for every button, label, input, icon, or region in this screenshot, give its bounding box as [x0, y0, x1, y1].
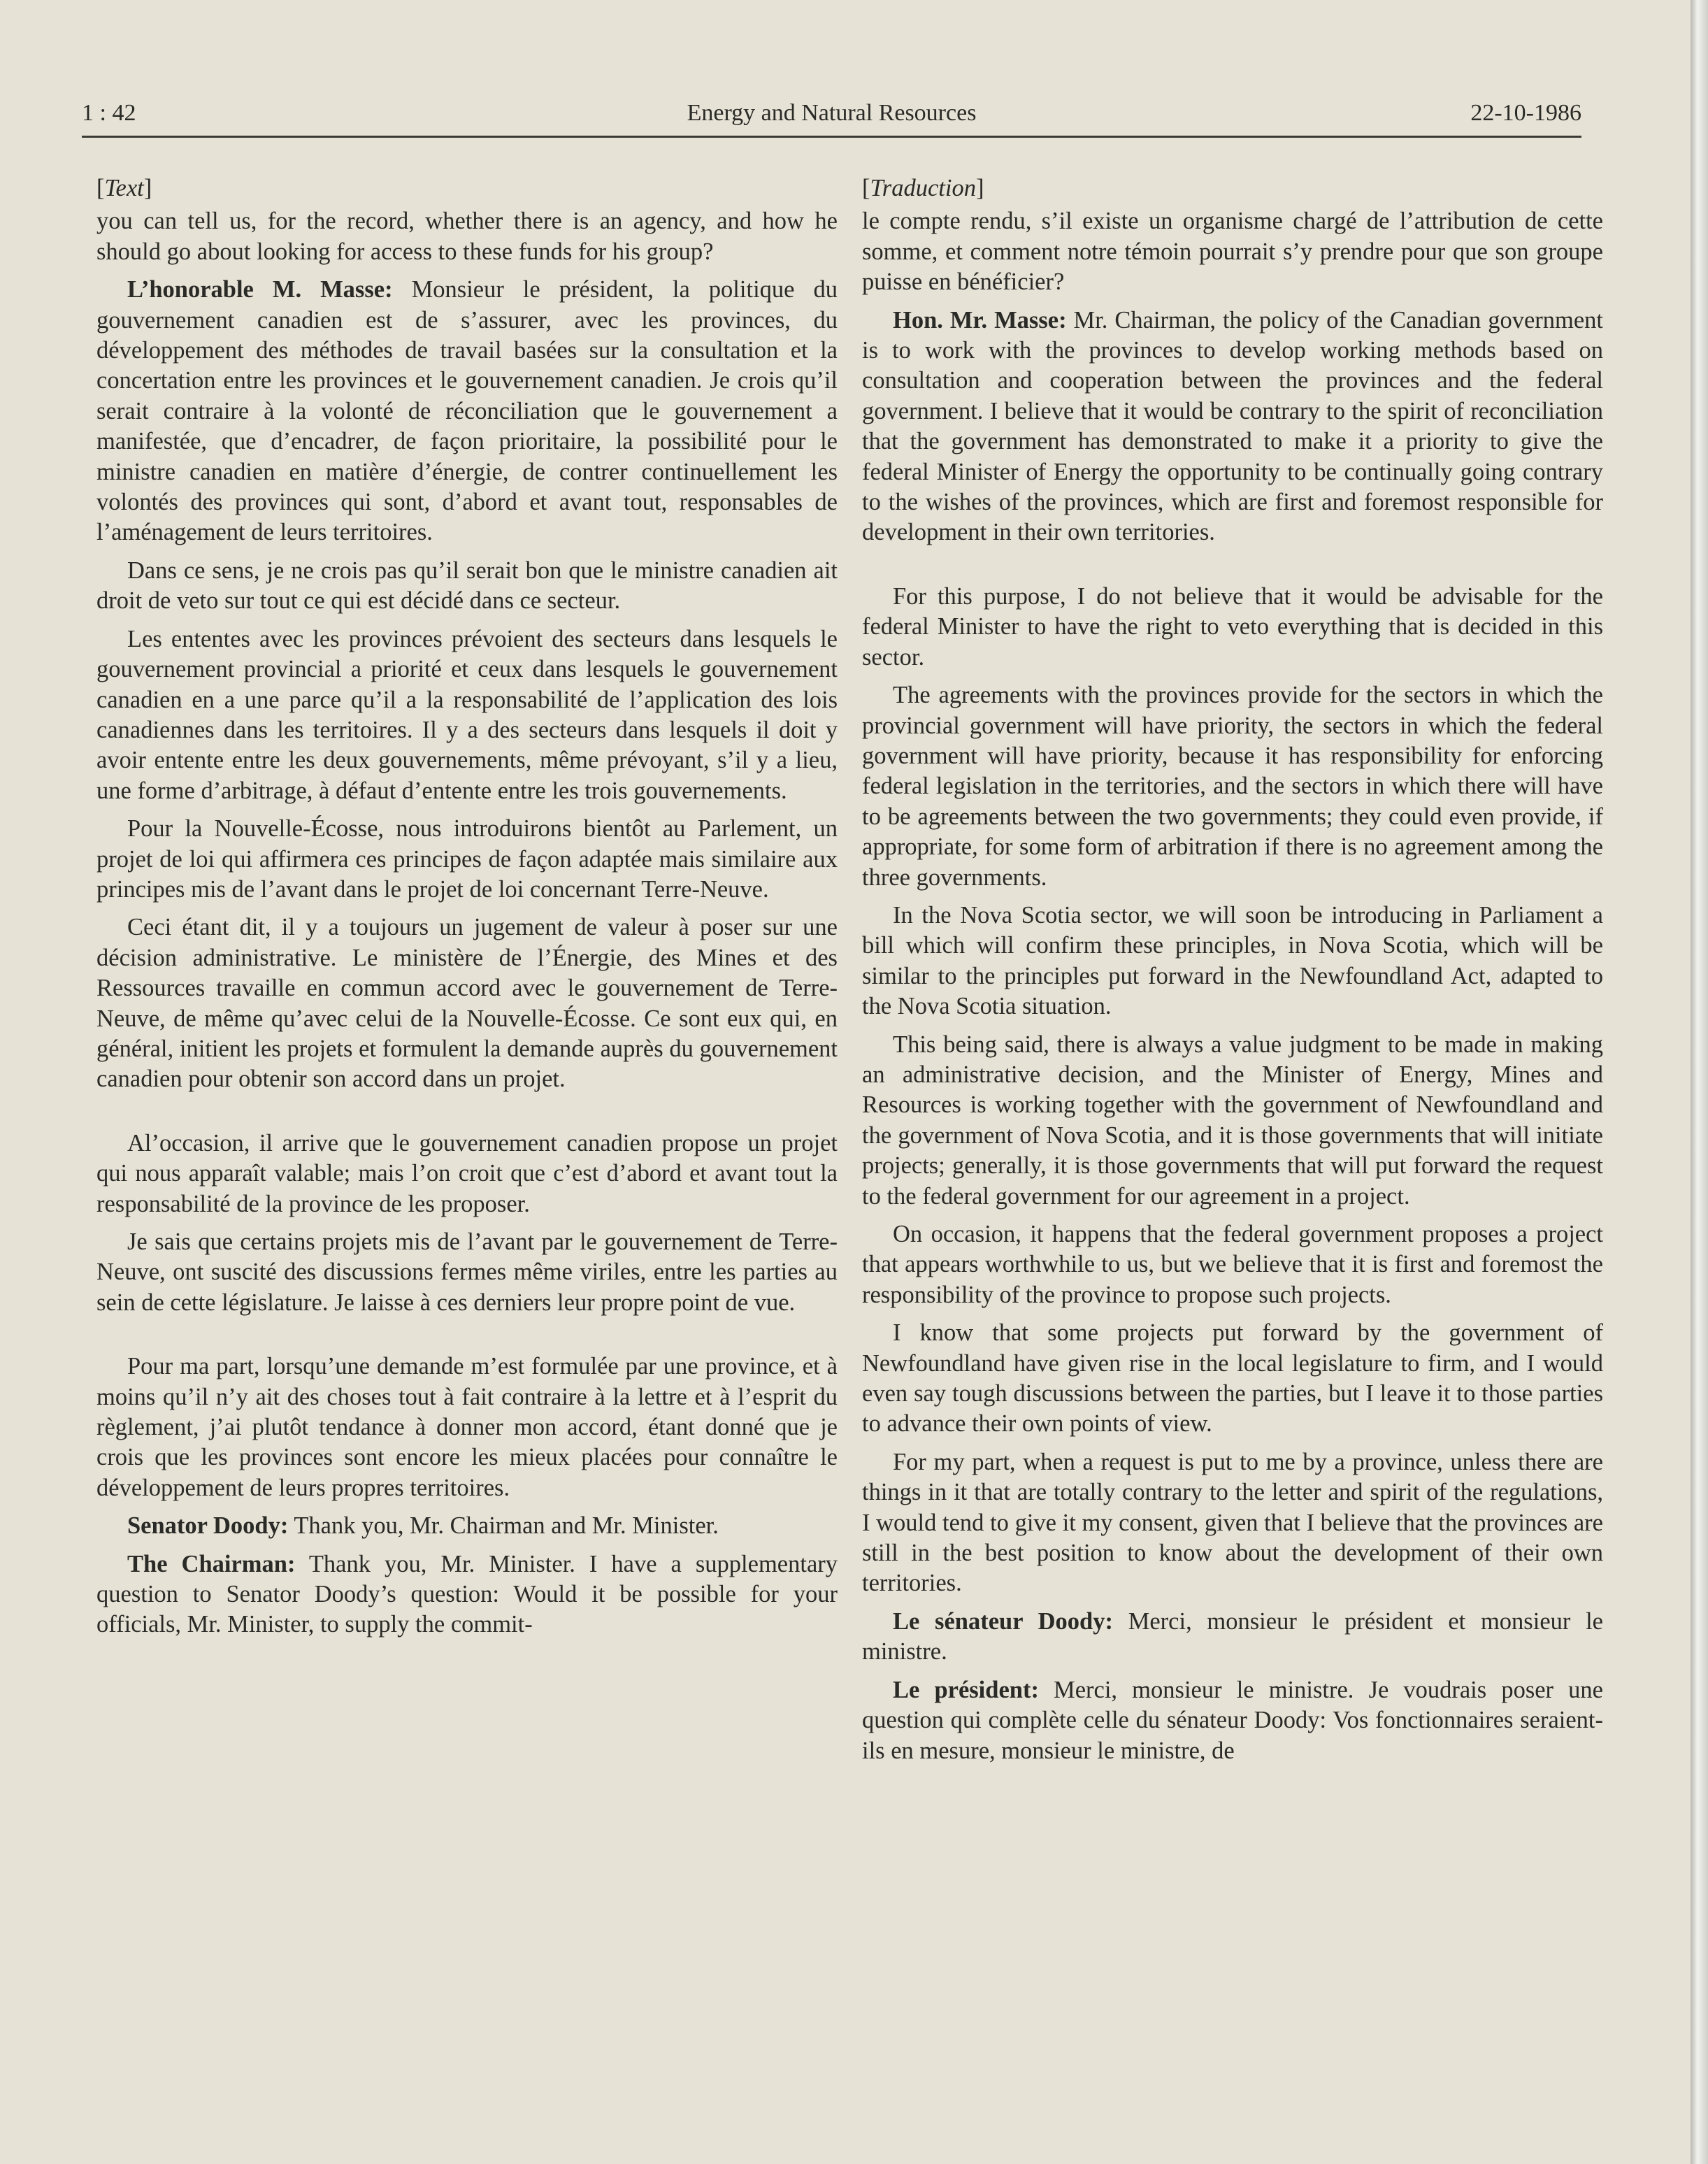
right-column-label-text: Traduction — [870, 175, 976, 201]
paragraph-text: This being said, there is always a value judgment to be made in making an administrative decision, and the Minister of Energy, Mines and Resources is working together with the government of Newfoundland and the government of Nova Scotia, and it is those governments that will initiate projects; generally, it is those governments that will put forward the request to the federal government for our agreement in a project. — [862, 1031, 1603, 1210]
paragraph — [96, 1549, 838, 1640]
left-column-label: [Text] — [96, 175, 152, 201]
paragraph — [862, 1030, 1603, 1212]
paragraph — [96, 1352, 838, 1503]
paragraph-text: For this purpose, I do not believe that it would be advisable for the federal Minister to have the right to veto everything that is decided in this sector. — [862, 582, 1603, 671]
left-column-label-text: Text — [104, 175, 144, 201]
paragraph — [96, 814, 838, 905]
paragraph — [862, 306, 1603, 548]
running-title: Energy and Natural Resources — [687, 100, 977, 126]
paragraph-text: For my part, when a request is put to me by a province, unless there are things in it that are totally contrary to the letter and spirit of the regulations, I would tend to give it my consent, given that I believe that the provinces are still in the best position to know about the development of their own territories. — [862, 1448, 1603, 1597]
paragraph — [862, 1447, 1603, 1599]
paragraph-text: Al’occasion, il arrive que le gouvernement canadien propose un projet qui nous apparaît valable; mais l’on croit que c’est d’abord et avant tout la responsabilité de la province de les proposer. — [96, 1129, 838, 1217]
paragraph-text: Thank you, Mr. Chairman and Mr. Minister. — [288, 1512, 719, 1540]
paragraph — [96, 1227, 838, 1318]
paragraph — [862, 1219, 1603, 1310]
paragraph — [862, 1675, 1603, 1766]
paragraph — [96, 206, 838, 267]
speaker-name: Senator Doody: — [127, 1512, 289, 1540]
paragraph-text: Monsieur le président, la politique du gouvernement canadien est de s’assurer, avec les provinces, du développement des méthodes de travail basées sur la consultation et la concertation entre les provinces et le gouvernement canadien. Je crois qu’il serait contraire à la volonté de réconciliation que le gouvernement a manifestée, que d’encadrer, de façon prioritaire, la possibilité pour le ministre canadien en matière d’énergie, de contrer continuellement les volontés des provinces qui sont, d’abord et avant tout, responsables de l’aménagement de leurs territoires. — [96, 276, 838, 546]
paragraph-text: Merci, monsieur le ministre. Je voudrais poser une question qui complète celle du sénateur Doody: Vos fonctionnaires seraient-ils en mesure, monsieur le ministre, de — [862, 1676, 1603, 1764]
paragraph-text: Je sais que certains projets mis de l’avant par le gouvernement de Terre-Neuve, ont suscité des discussions fermes même viriles, entre les parties au sein de cette législature. Je laisse à ces derniers leur propre point de vue. — [96, 1228, 838, 1316]
left-paragraphs — [96, 206, 838, 1640]
paragraph — [96, 912, 838, 1094]
paragraph-text: In the Nova Scotia sector, we will soon be introducing in Parliament a bill which will confirm these principles, in Nova Scotia, which will be similar to the principles put forward in the Newfoundland Act, adapted to the Nova Scotia situation. — [862, 901, 1603, 1020]
paragraph — [96, 275, 838, 548]
paragraph — [96, 1511, 838, 1541]
right-column — [862, 173, 1603, 1774]
paragraph-text: Pour la Nouvelle-Écosse, nous introduirons bientôt au Parlement, un projet de loi qui affirmera ces principes de façon adaptée mais similaire aux principes mis de l’avant dans le projet de loi concernant Terre-Neuve. — [96, 815, 838, 903]
paragraph-text: Pour ma part, lorsqu’une demande m’est formulée par une province, et à moins qu’il n’y ait des choses tout à fait contraire à la lettre et à l’esprit du règlement, j’ai plutôt tendance à donner mon accord, étant donné que je crois que les provinces sont encore les mieux placées pour connaître le développement de leurs propres territoires. — [96, 1353, 838, 1501]
paragraph-text: Ceci étant dit, il y a toujours un jugement de valeur à poser sur une décision administrative. Le ministère de l’Énergie, des Mines et des Ressources travaille en commun accord avec le gouvernement de Terre-Neuve, de même qu’avec celui de la Nouvelle-Écosse. Ce sont eux qui, en général, initient les projets et formulent la demande auprès du gouvernement canadien pour obtenir son accord dans un projet. — [96, 914, 838, 1093]
speaker-name: Hon. Mr. Masse: — [893, 306, 1067, 334]
paragraph-text: you can tell us, for the record, whether there is an agency, and how he should go about looking for access to these funds for his group? — [96, 208, 838, 265]
page-number: 1 : 42 — [82, 100, 136, 126]
speaker-name: Le président: — [893, 1676, 1039, 1703]
speaker-name: L’honorable M. Masse: — [127, 276, 393, 303]
paragraph-text: Les ententes avec les provinces prévoient des secteurs dans lesquels le gouvernement provincial a priorité et ceux dans lesquels le gouvernement canadien en a une parce qu’il a la responsabilité de l’application des lois canadiennes dans les territoires. Il y a des secteurs dans lesquels il doit y avoir entente entre les deux gouvernements, même prévoyant, s’il y a lieu, une forme d’arbitrage, à défaut d’entente entre les trois gouvernements. — [96, 625, 838, 804]
paragraph — [862, 901, 1603, 1022]
paragraph-text: Dans ce sens, je ne crois pas qu’il serait bon que le ministre canadien ait droit de veto sur tout ce qui est décidé dans ce secteur. — [96, 557, 838, 615]
paragraph — [862, 1318, 1603, 1440]
speaker-name: Le sénateur Doody: — [893, 1607, 1113, 1635]
paragraph-text: Thank you, Mr. Minister. I have a supplementary question to Senator Doody’s question: Would it be possible for your officials, Mr. Minister, to supply the commit- — [96, 1550, 838, 1638]
paragraph-text: On occasion, it happens that the federal government proposes a project that appears worthwhile to us, but we believe that it is first and foremost the responsibility of the province to propose such projects. — [862, 1221, 1603, 1308]
paragraph-text: I know that some projects put forward by the government of Newfoundland have given rise in the local legislature to firm, and I would even say tough discussions between the parties, but I leave it to those parties to advance their own points of view. — [862, 1319, 1603, 1438]
paragraph-text: le compte rendu, s’il existe un organisme chargé de l’attribution de cette somme, et comment notre témoin pourrait s’y prendre pour que son groupe puisse en bénéficier? — [862, 208, 1603, 296]
page-header — [82, 99, 1581, 138]
speaker-name: The Chairman: — [127, 1550, 296, 1577]
left-column — [96, 173, 838, 1648]
paragraph — [862, 582, 1603, 673]
page-date: 22-10-1986 — [1470, 100, 1581, 126]
paragraph-text: Mr. Chairman, the policy of the Canadian government is to work with the provinces to develop working methods based on consultation and cooperation between the provinces and the federal government. I believe that it would be contrary to the spirit of reconciliation that the government has demonstrated to make it a priority to give the federal Minister of Energy the opportunity to be continually going contrary to the wishes of the provinces, which are first and foremost responsible for development in their own territories. — [862, 306, 1603, 546]
paragraph — [862, 1607, 1603, 1668]
paragraph-text: The agreements with the provinces provide for the sectors in which the provincial government will have priority, the sectors in which the federal government will have priority, because it has responsibility for enforcing federal legislation in the territories, and the sectors in which there will have to be agreements between the two governments; they could even provide, if appropriate, for some form of arbitration if there is no agreement among the three governments. — [862, 682, 1603, 891]
paragraph — [96, 1128, 838, 1219]
page-edge — [1691, 0, 1708, 2164]
paragraph — [862, 206, 1603, 297]
right-paragraphs — [862, 206, 1603, 1766]
right-column-label: [Traduction] — [862, 175, 984, 201]
paragraph-text: Merci, monsieur le président et monsieur le ministre. — [862, 1607, 1603, 1665]
paragraph — [862, 680, 1603, 893]
paragraph — [96, 624, 838, 806]
paragraph — [96, 556, 838, 617]
